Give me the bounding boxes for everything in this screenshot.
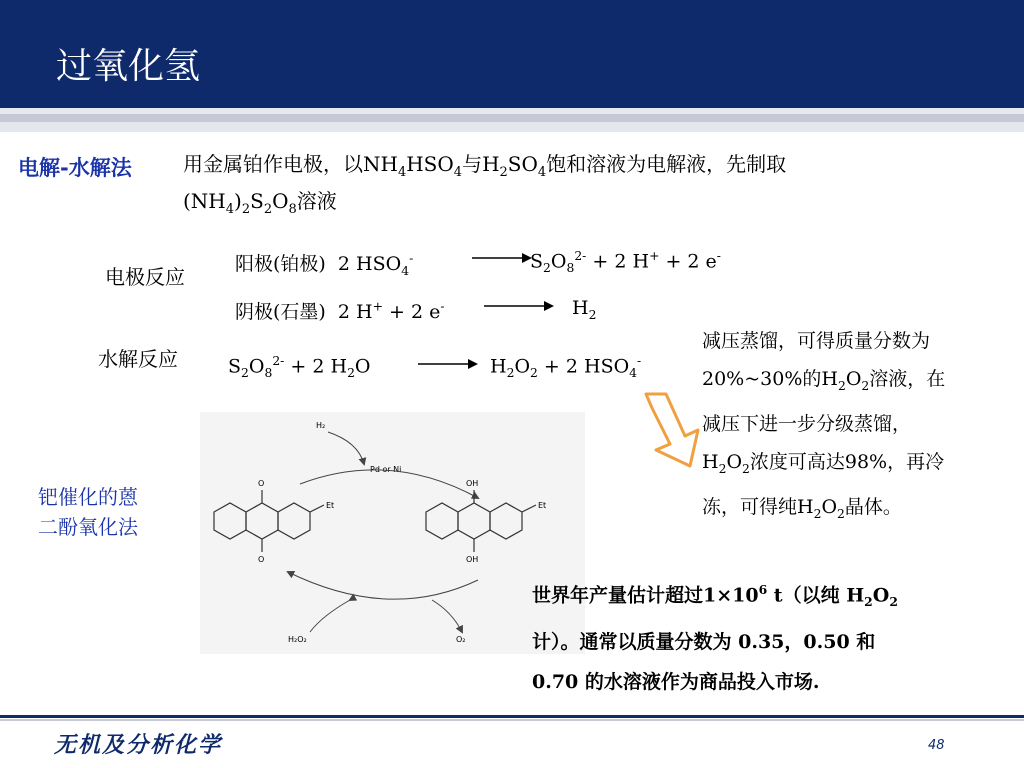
ethyl-label: Et (538, 501, 547, 510)
h2o2-label: H₂O₂ (288, 635, 307, 644)
oxygen-label: O (258, 479, 265, 488)
section-heading-electrolysis: 电解-水解法 (18, 156, 132, 180)
catalyst-label: Pd or Ni (370, 465, 402, 474)
world-text: t（以纯 (767, 584, 847, 607)
hydrolysis-reaction-label: 水解反应 (98, 347, 178, 371)
cathode-label: 阴极(石墨) (235, 301, 326, 323)
pd-label-line: 钯催化的蒽 (38, 485, 138, 509)
reaction-arrow (472, 252, 532, 264)
note-text: 减压蒸馏，可得质量分数为 (702, 330, 931, 352)
intro-text: 与 (462, 152, 483, 176)
intro-text: 饱和溶液为电解液，先制取 (546, 152, 787, 176)
anode-reaction: 阳极(铂极) 2 $HSO_4^-$ (235, 251, 414, 278)
cathode-reaction: 阴极(石墨) 2 H+ + 2 e- (235, 299, 445, 323)
intro-paragraph: 用金属铂作电极，以$NH_4HSO_4$与$H_2SO_4$饱和溶液为电解液，先制取 $(NH_4)_2S_2O_8$溶液 (183, 152, 787, 217)
anode-product: $S_2O_8^{2-} + 2$ H+ + 2 e- (530, 249, 721, 276)
world-text: 世界年产量估计超过1×10 (532, 584, 759, 607)
anode-label: 阳极(铂极) (235, 253, 326, 275)
cathode-product: $H_2$ (572, 297, 597, 322)
note-text: 冻，可得纯 (702, 495, 798, 518)
world-text: 计）。通常以质量分数为 0.35，0.50 和 (532, 631, 876, 654)
header-divider (0, 122, 1024, 132)
oxygen-label: O (258, 555, 265, 564)
electrode-reaction-label: 电极反应 (105, 265, 185, 289)
intro-text: 用金属铂作电极，以 (183, 152, 363, 176)
footer-course-title: 无机及分析化学 (54, 733, 223, 758)
page-number: 48 (928, 738, 945, 753)
hydroxyl-label: OH (466, 479, 479, 488)
pd-label-line: 二酚氧化法 (38, 515, 138, 539)
world-text: 0.70 的水溶液作为商品投入市场. (532, 671, 820, 694)
page-title: 过氧化氢 (56, 46, 201, 87)
anthraquinone-cycle-diagram (200, 412, 585, 654)
header-divider (0, 114, 1024, 122)
hydroxyl-label: OH (466, 555, 479, 564)
reaction-arrow (418, 358, 478, 370)
ethyl-label: Et (326, 501, 335, 510)
distillation-note: 减压蒸馏，可得质量分数为 20%~30%的$H_2O_2$溶液，在 减压下进一步分级蒸馏， $H_2O_2$浓度可高达98%，再冷 冻，可得纯$H_2O_2$晶体。 (702, 330, 946, 521)
note-text: 20%~30%的 (702, 368, 822, 390)
orange-arrow-icon (640, 392, 702, 472)
world-production-text: 世界年产量估计超过$1\times 10^6$ t（以纯 $H_2O_2$ 计）。通常以质量分数为 0.35，0.50 和 0.70 的水溶液作为商品投入市场. (532, 582, 898, 694)
intro-text: 溶液 (296, 189, 337, 213)
footer-divider (0, 715, 1024, 718)
hydrolysis-reactants: $S_2O_8^{2-} + 2$ $H_2O$ (228, 354, 371, 381)
note-text: 溶液，在 (869, 368, 946, 390)
note-text: 减压下进一步分级蒸馏， (702, 412, 912, 435)
hydrolysis-products: $H_2O_2 + 2$ $HSO_4^-$ (490, 354, 642, 381)
reaction-arrow (484, 300, 554, 312)
pd-catalysis-label (38, 482, 138, 542)
note-text: 晶体。 (844, 495, 902, 518)
o2-label: O₂ (456, 635, 466, 644)
footer-divider (0, 719, 1024, 721)
h2-label: H₂ (316, 421, 326, 430)
note-text: 浓度可高达98%，再冷 (749, 450, 945, 473)
